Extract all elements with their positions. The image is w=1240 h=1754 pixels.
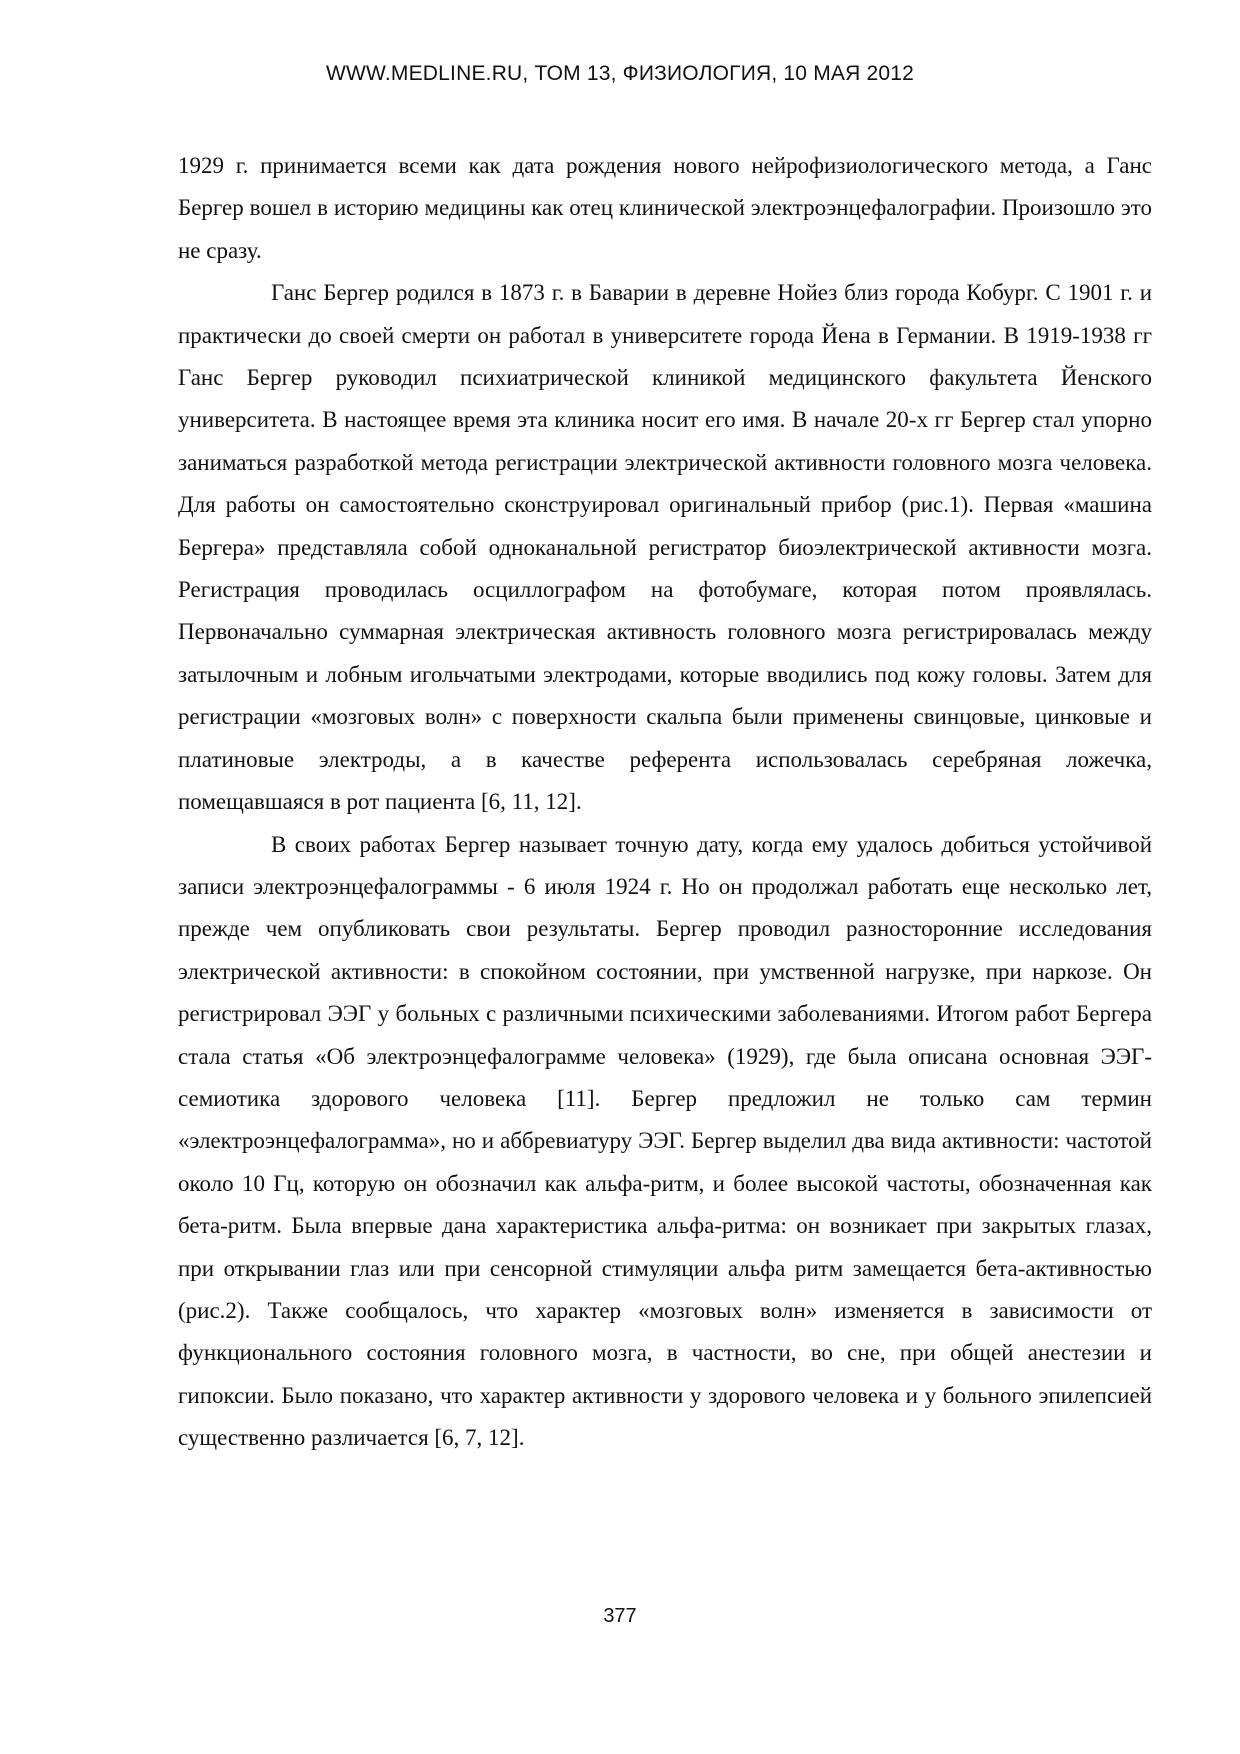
page-number: 377: [603, 1605, 637, 1627]
paragraph-biography: Ганс Бергер родился в 1873 г. в Баварии в деревне Нойез близ города Кобург. С 1901 г. и практически до своей смерти он работал в университете города Йена в Германии. В 1919-1938 гг Ганс Бергер руководил психиатрической клиникой медицинского факультета Йенского университета. В настоящее время эта клиника носит его имя. В начале 20-х гг Бергер стал упорно заниматься разработкой метода регистрации электрической активности головного мозга человека. Для работы он самостоятельно сконструировал оригинальный прибор (рис.1). Первая «машина Бергера» представляла собой одноканальной регистратор биоэлектрической активности мозга. Регистрация проводилась осциллографом на фотобумаге, которая потом проявлялась. Первоначально суммарная электрическая активность головного мозга регистрировалась между затылочным и лобным игольчатыми электродами, которые вводились под кожу головы. Затем для регистрации «мозговых волн» с поверхности скальпа были применены свинцовые, цинковые и платиновые электроды, а в качестве референта использовалась серебряная ложечка, помещавшаяся в рот пациента [6, 11, 12].: [178, 280, 1152, 815]
paragraph-intro: 1929 г. принимается всеми как дата рождения нового нейрофизиологического метода, а Ганс Бергер вошел в историю медицины как отец клинической электроэнцефалографии. Произошло это не сразу.: [178, 153, 1152, 263]
article-body: [178, 145, 1152, 1460]
paragraph-eeg-research: В своих работах Бергер называет точную дату, когда ему удалось добиться устойчивой записи электроэнцефалограммы - 6 июля 1924 г. Но он продолжал работать еще несколько лет, прежде чем опубликовать свои результаты. Бергер проводил разносторонние исследования электрической активности: в спокойном состоянии, при умственной нагрузке, при наркозе. Он регистрировал ЭЭГ у больных с различными психическими заболеваниями. Итогом работ Бергера стала статья «Об электроэнцефалограмме человека» (1929), где была описана основная ЭЭГ-семиотика здорового человека [11]. Бергер предложил не только сам термин «электроэнцефалограмма», но и аббревиатуру ЭЭГ. Бергер выделил два вида активности: частотой около 10 Гц, которую он обозначил как альфа-ритм, и более высокой частоты, обозначенная как бета-ритм. Была впервые дана характеристика альфа-ритма: он возникает при закрытых глазах, при открывании глаз или при сенсорной стимуляции альфа ритм замещается бета-активностью (рис.2). Также сообщалось, что характер «мозговых волн» изменяется в зависимости от функционального состояния головного мозга, в частности, во сне, при общей анестезии и гипоксии. Было показано, что характер активности у здорового человека и у больного эпилепсией существенно различается [6, 7, 12].: [178, 831, 1152, 1451]
running-header: WWW.MEDLINE.RU, ТОМ 13, ФИЗИОЛОГИЯ, 10 МАЯ 2012: [325, 62, 915, 85]
